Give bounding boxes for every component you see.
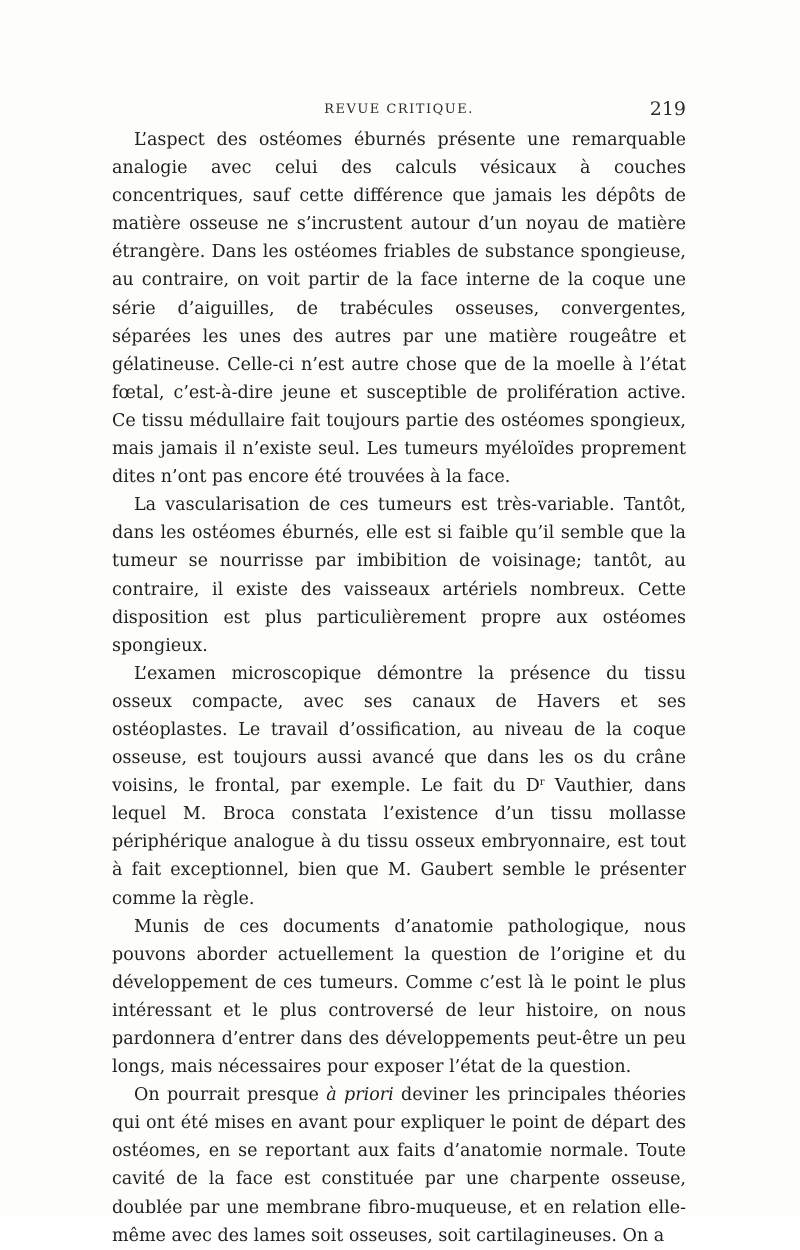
paragraph-osteome-aspect: L’aspect des ostéomes éburnés présente une remarquable analogie avec celui des calculs vésicaux à couches concentriques, sauf cette différence que jamais les dépôts de matière osseuse ne s’incrustent autour d’un noyau de matière étrangère. Dans les ostéomes friables de substance spongieuse, au contraire, on voit partir de la face interne de la coque une série d’aiguilles, de trabécules osseuses, convergentes, séparées les unes des autres par une matière rougeâtre et gélatineuse. Celle-ci n’est autre chose que de la moelle à l’état fœtal, c’est-à-dire jeune et susceptible de prolifération active. Ce tissu médullaire fait toujours partie des ostéomes spongieux, mais jamais il n’existe seul. Les tumeurs myéloïdes proprement dites n’ont pas encore été trouvées à la face. xyxy=(112,130,686,488)
italic-phrase: à priori xyxy=(326,1085,394,1106)
body-text xyxy=(112,126,686,1250)
paragraph-text-segment: deviner les principales théories qui ont été mises en avant pour expliquer le point de départ des ostéomes, en se reportant aux faits d’anatomie normale. Toute cavité de la face est constituée par une charpente osseuse, doublée par une membrane fibro-muqueuse, et en relation elle-même avec des lames soit osseuses, soit cartilagineuses. On a xyxy=(112,1085,687,1246)
paragraph-vascularisation: La vascularisation de ces tumeurs est très-variable. Tantôt, dans les ostéomes éburnés, elle est si faible qu’il semble que la tumeur se nourrisse par imbibition de voisinage; tantôt, au contraire, il existe des vaisseaux artériels nombreux. Cette disposition est plus particulièrement propre aux ostéomes spongieux. xyxy=(112,495,686,656)
paragraph-text-segment: Vauthier, dans lequel M. Broca constata l’existence d’un tissu mollasse périphérique analogue à du tissu osseux embryonnaire, est tout à fait exceptionnel, bien que M. Gaubert semble le présenter comme la règle. xyxy=(112,776,687,909)
paragraph-microscopic-exam xyxy=(112,660,686,913)
paragraph-theories xyxy=(112,1081,686,1250)
paragraph-development: Munis de ces documents d’anatomie pathologique, nous pouvons aborder actuellement la question de l’origine et du développement de ces tumeurs. Comme c’est là le point le plus intéressant et le plus controversé de leur histoire, on nous pardonnera d’entrer dans des développements peut-être un peu longs, mais nécessaires pour exposer l’état de la question. xyxy=(112,916,686,1078)
paragraph-text-segment: On pourrait presque xyxy=(134,1085,327,1106)
superscript-abbreviation: r xyxy=(539,777,545,789)
page-number: 219 xyxy=(649,98,686,120)
running-title: REVUE CRITIQUE. xyxy=(324,102,474,117)
paragraph-text-segment: L’examen microscopique démontre la présence du tissu osseux compacte, avec ses canaux de Havers et ses ostéoplastes. Le travail d’ossification, au niveau de la coque osseuse, est toujours aussi avancé que dans les os du crâne voisins, le frontal, par exemple. Le fait du D xyxy=(112,663,686,797)
running-head xyxy=(112,98,686,124)
